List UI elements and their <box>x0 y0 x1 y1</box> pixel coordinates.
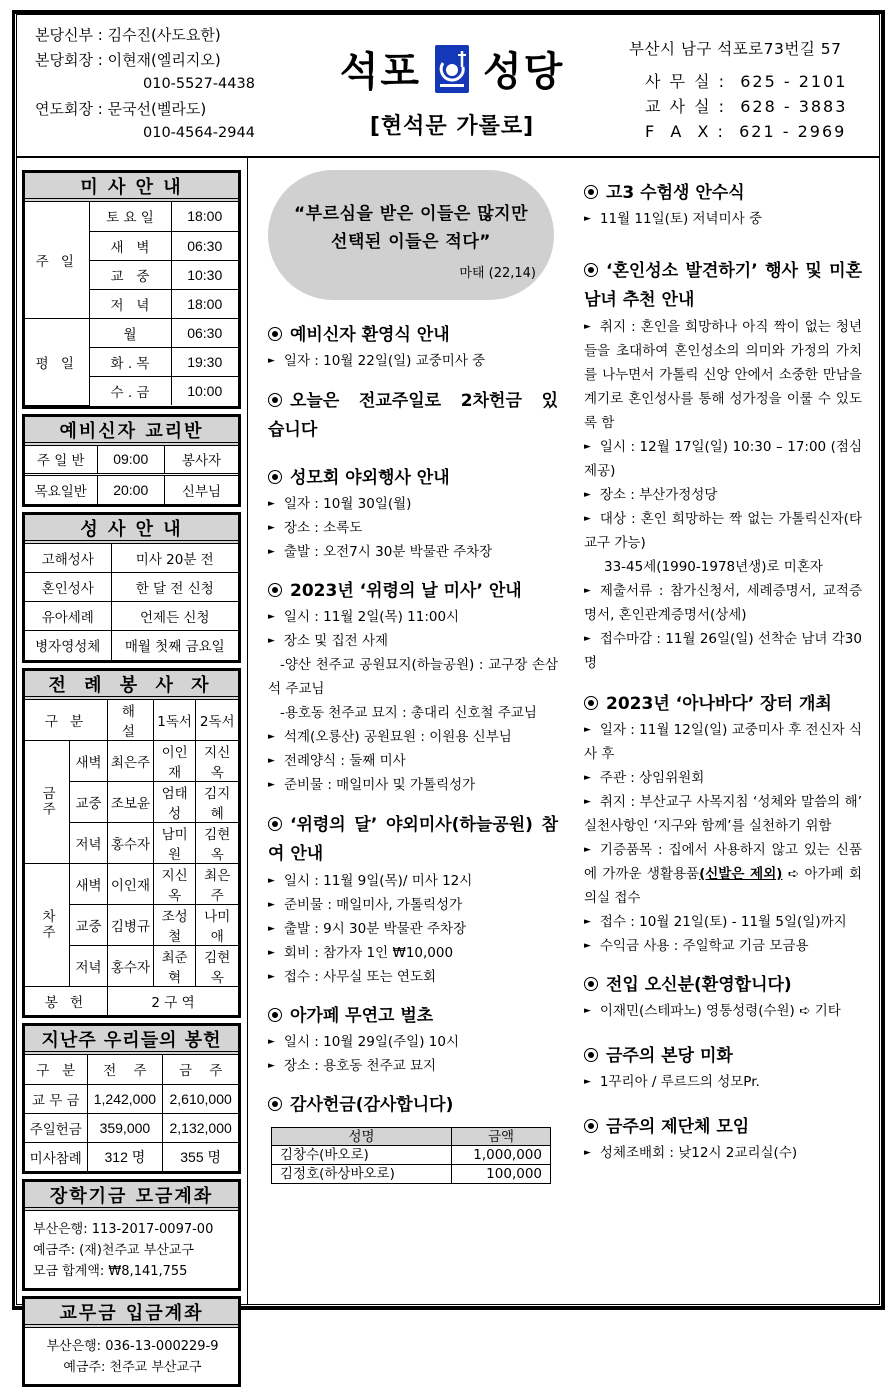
sacrament-info: 언제든 신청 <box>111 602 238 631</box>
server-mass: 교중 <box>70 781 108 822</box>
office-label: 사 무 실 : <box>645 72 727 91</box>
bullet-icon <box>268 393 282 407</box>
bullet-icon <box>584 1048 598 1062</box>
yeondo-phone: 010-4564-2944 <box>143 125 255 141</box>
notice-title <box>268 465 558 492</box>
weekday-label: 평 일 <box>25 318 89 405</box>
col-header: 금액 <box>452 1128 551 1146</box>
notice-title-text: 예비신자 환영식 안내 <box>290 325 450 345</box>
thanks-offering-table <box>271 1127 551 1184</box>
notice-item-donation <box>584 838 862 910</box>
fax-number <box>629 119 847 144</box>
col-header: 전 주 <box>87 1055 163 1084</box>
bullet-icon <box>584 977 598 991</box>
this-week-label: 금주 <box>25 740 70 863</box>
president-name: 이현재(엘리지오) <box>107 50 221 69</box>
offerings-table <box>25 1055 238 1171</box>
scholarship-total: 모금 합계액: ₩8,141,755 <box>33 1264 188 1279</box>
server-reader1: 조성철 <box>153 904 196 945</box>
notice-title <box>268 578 558 605</box>
notice-body <box>584 315 862 675</box>
col-header: 구 분 <box>25 1055 87 1084</box>
class-teacher: 봉사자 <box>164 446 238 475</box>
mass-schedule-title: 미 사 안 내 <box>25 173 238 202</box>
gospel-quote <box>268 170 554 300</box>
class-name: 주 일 반 <box>25 446 97 475</box>
server-reader2: 김현옥 <box>196 945 238 986</box>
notice-title <box>584 1114 862 1141</box>
notice-body <box>268 1030 558 1078</box>
notice-body <box>584 207 862 231</box>
mass-schedule-table <box>25 202 238 406</box>
notice-title <box>268 322 558 349</box>
mass-time: 18:00 <box>171 289 238 318</box>
notice-item: ► 일자 : 11월 12일(일) 교중미사 후 전신자 식사 후 <box>584 718 862 766</box>
notice-item: ► 주관 : 상임위원회 <box>584 766 862 790</box>
notice-body <box>268 492 558 564</box>
notice-item: ► 접수 : 10월 21일(토) - 11월 5일(일)까지 <box>584 910 862 934</box>
mass-time: 06:30 <box>171 318 238 347</box>
mass-time: 10:30 <box>171 260 238 289</box>
notice-title-text: 감사헌금(감사합니다) <box>290 1095 454 1115</box>
notice-title-text: ‘위령의 달’ 야외미사(하늘공원) 참여 안내 <box>268 815 558 864</box>
notice-body <box>584 1141 862 1165</box>
offering-prev: 1,242,000 <box>87 1084 163 1113</box>
scholarship-title: 장학기금 모금계좌 <box>25 1182 238 1211</box>
teacher-room-label: 교 사 실 : <box>645 97 727 116</box>
offering-prev: 359,000 <box>87 1113 163 1142</box>
notice-title-text: 2023년 ‘아나바다’ 장터 개최 <box>606 694 832 714</box>
notice-body <box>268 869 558 989</box>
server-commentator: 최은주 <box>108 740 154 781</box>
liturgy-servers-table <box>25 700 238 1016</box>
mass-name: 토 요 일 <box>89 202 171 231</box>
catechumen-title: 예비신자 교리반 <box>25 417 238 446</box>
notice-item: ► 장소 : 용호동 천주교 묘지 <box>268 1054 558 1078</box>
server-commentator: 김병규 <box>108 904 154 945</box>
notice-item: ► 이재민(스테파노) 영통성령(수원) ➪ 기타 <box>584 999 862 1023</box>
sacraments-title: 성 사 안 내 <box>25 515 238 544</box>
notice-subitem: -용호동 천주교 묘지 : 총대리 신호철 주교님 <box>280 705 537 721</box>
server-reader1: 이인재 <box>153 740 196 781</box>
bulletin-header <box>17 15 879 158</box>
bullet-icon <box>584 1119 598 1133</box>
fax-label: F A X : <box>645 122 725 141</box>
notice-title <box>584 180 862 207</box>
bullet-icon <box>268 583 282 597</box>
class-time: 20:00 <box>97 475 164 504</box>
notice-title <box>584 972 862 999</box>
mass-name: 수 . 금 <box>89 376 171 405</box>
notice-agape-grave-cleaning <box>268 1003 558 1078</box>
scholarship-box <box>22 1179 241 1291</box>
col-header: 금 주 <box>163 1055 238 1084</box>
notice-item: ► 장소 : 소록도 <box>268 516 558 540</box>
catechumen-box <box>22 414 241 507</box>
notice-title <box>268 1003 558 1030</box>
church-address: 부산시 남구 석포로73번길 57 <box>629 40 842 58</box>
teacher-room-number: 628 - 3883 <box>740 97 848 116</box>
notice-title-text: 금주의 제단체 모임 <box>606 1117 750 1137</box>
offering-prev: 312 명 <box>87 1142 163 1171</box>
col-header: 2독서 <box>196 700 238 741</box>
bullet-icon <box>268 1097 282 1111</box>
mass-time: 10:00 <box>171 376 238 405</box>
yeondo-label: 연도회장 : <box>35 99 103 118</box>
server-reader2: 지신옥 <box>196 740 238 781</box>
col-header: 성명 <box>272 1128 452 1146</box>
notice-item: ► 장소 및 집전 사제 <box>268 629 558 653</box>
fax-value: 621 - 2969 <box>739 122 847 141</box>
server-mass: 저녁 <box>70 945 108 986</box>
office-phone <box>629 69 847 94</box>
mass-name: 월 <box>89 318 171 347</box>
server-reader1: 최준혁 <box>153 945 196 986</box>
notice-item: ► 일시 : 11월 9일(목)/ 미사 12시 <box>268 869 558 893</box>
notice-title-text: 오늘은 전교주일로 2차헌금 있습니다 <box>268 391 558 440</box>
pastor-label: 본당신부 : <box>35 26 103 44</box>
notice-item: ► 대상 : 혼인 희망하는 짝 없는 가톨릭신자(타교구 가능) <box>584 507 862 555</box>
bullet-icon <box>584 185 598 199</box>
notice-item: ► 준비물 : 매일미사 및 가톨릭성가 <box>268 773 558 797</box>
notice-item: ► 접수 : 사무실 또는 연도회 <box>268 965 558 989</box>
title-left: 석포 <box>339 49 421 95</box>
bullet-icon <box>268 1008 282 1022</box>
dues-account-body <box>25 1328 238 1384</box>
col-header: 해 설 <box>108 700 154 741</box>
col-header: 구 분 <box>25 700 108 741</box>
notice-marriage-vocation <box>584 257 862 675</box>
patron-saint: [현석문 가롤로] <box>369 114 535 139</box>
liturgy-servers-title: 전 례 봉 사 자 <box>25 671 238 700</box>
notice-title-text: 아가페 무연고 벌초 <box>290 1006 434 1026</box>
donation-text: 기증품목 : 집에서 사용하지 않고 있는 신품에 가까운 생활용품 <box>584 842 862 882</box>
server-commentator: 이인재 <box>108 863 154 904</box>
notice-title-text: ‘혼인성소 발견하기’ 행사 및 미혼 남녀 추천 안내 <box>584 261 862 310</box>
donor-name: 김창수(바오로) <box>272 1146 452 1165</box>
notice-body <box>584 718 862 958</box>
notice-item: ► 준비물 : 매일미사, 가톨릭성가 <box>268 893 558 917</box>
server-commentator: 조보윤 <box>108 781 154 822</box>
notice-body <box>268 605 558 797</box>
mass-schedule-box <box>22 170 241 409</box>
sacrament-name: 병자영성체 <box>25 631 111 660</box>
sacraments-table <box>25 544 238 660</box>
donation-exception: (신발은 제외) <box>699 866 783 882</box>
notice-item: ► 11월 11일(토) 저녁미사 중 <box>584 207 862 231</box>
donor-amount: 100,000 <box>452 1165 551 1184</box>
notice-title-text: 2023년 ‘위령의 날 미사’ 안내 <box>290 581 522 601</box>
sacrament-name: 고해성사 <box>25 544 111 573</box>
sunday-label: 주 일 <box>25 202 89 318</box>
server-commentator: 홍수자 <box>108 945 154 986</box>
notice-title-text: 고3 수험생 안수식 <box>606 183 745 203</box>
sacrament-info: 미사 20분 전 <box>111 544 238 573</box>
notice-title <box>268 1092 558 1119</box>
notice-item: ► 접수마감 : 11월 26일(일) 선착순 남녀 각30명 <box>584 627 862 675</box>
notice-item: ► 1꾸리아 / 루르드의 성모Pr. <box>584 1070 862 1094</box>
notice-item: ► 일시 : 12월 17일(일) 10:30 – 17:00 (점심 제공) <box>584 435 862 483</box>
church-title <box>317 40 587 97</box>
notice-item: ► 출발 : 9시 30분 박물관 주차장 <box>268 917 558 941</box>
server-reader1: 지신옥 <box>153 863 196 904</box>
offering-curr: 2,132,000 <box>163 1113 238 1142</box>
server-reader2: 김현옥 <box>196 822 238 863</box>
notice-outdoor-mass <box>268 811 558 989</box>
col-header: 1독서 <box>153 700 196 741</box>
offering-curr: 355 명 <box>163 1142 238 1171</box>
president-row <box>35 48 255 73</box>
bullet-icon <box>268 470 282 484</box>
notice-title <box>268 387 558 445</box>
donor-name: 김정호(하상바오로) <box>272 1165 452 1184</box>
server-commentator: 홍수자 <box>108 822 154 863</box>
right-column <box>584 180 862 1165</box>
dues-account-holder: 예금주: 천주교 부산교구 <box>63 1360 202 1375</box>
sacrament-info: 매월 첫째 금요일 <box>111 631 238 660</box>
notice-church-cleaning <box>584 1043 862 1094</box>
notice-item: ► 회비 : 참가자 1인 ₩10,000 <box>268 941 558 965</box>
church-title-block <box>317 40 587 140</box>
class-teacher: 신부님 <box>164 475 238 504</box>
offering-label: 미사참례 <box>25 1142 87 1171</box>
offering-label: 교 무 금 <box>25 1084 87 1113</box>
offertory-value: 2 구 역 <box>108 986 239 1015</box>
bullet-icon <box>268 817 282 831</box>
dues-account-box <box>22 1296 241 1387</box>
notice-title <box>584 691 862 718</box>
notice-new-members <box>584 972 862 1023</box>
notice-all-souls-mass <box>268 578 558 797</box>
quote-source: 마태 (22,14) <box>459 266 536 281</box>
left-column <box>22 170 241 1392</box>
yeondo-row <box>35 97 255 122</box>
notice-title <box>584 1043 862 1070</box>
middle-column <box>268 170 558 1184</box>
server-mass: 교중 <box>70 904 108 945</box>
offertory-label: 봉 헌 <box>25 986 108 1015</box>
notice-subitem: -양산 천주교 공원묘지(하늘공원) : 교구장 손삼석 주교님 <box>268 657 558 697</box>
mass-time: 06:30 <box>171 231 238 260</box>
offerings-title: 지난주 우리들의 봉헌 <box>25 1026 238 1055</box>
contact-info <box>629 37 847 144</box>
yeondo-name: 문국선(벨라도) <box>107 99 207 118</box>
notice-subitem: 33-45세(1990-1978년생)로 미혼자 <box>604 559 823 575</box>
notice-title-text: 전입 오신분(환영합니다) <box>606 975 792 995</box>
server-mass: 새벽 <box>70 863 108 904</box>
notice-item: ► 장소 : 부산가정성당 <box>584 483 862 507</box>
sacrament-name: 혼인성사 <box>25 573 111 602</box>
bullet-icon <box>268 327 282 341</box>
president-phone: 010-5527-4438 <box>143 76 255 92</box>
notice-item: ► 석계(오룡산) 공원묘원 : 이원용 신부님 <box>268 725 558 749</box>
offering-label: 주일헌금 <box>25 1113 87 1142</box>
class-name: 목요일반 <box>25 475 97 504</box>
notice-item: ► 취지 : 부산교구 사목지침 ‘성체와 말씀의 해’ 실천사항인 ‘지구와 함께’를 실천하기 위함 <box>584 790 862 838</box>
server-reader1: 엄태성 <box>153 781 196 822</box>
server-reader2: 김지혜 <box>196 781 238 822</box>
server-mass: 저녁 <box>70 822 108 863</box>
staff-info <box>35 23 255 146</box>
donor-amount: 1,000,000 <box>452 1146 551 1165</box>
notice-mothers-outing <box>268 465 558 564</box>
scholarship-body <box>25 1211 238 1288</box>
bullet-icon <box>584 263 598 277</box>
teacher-room-phone <box>629 94 847 119</box>
catechumen-table <box>25 446 238 504</box>
bullet-icon <box>584 696 598 710</box>
president-label: 본당회장 : <box>35 50 103 69</box>
sacrament-name: 유아세례 <box>25 602 111 631</box>
quote-line-1: “부르심을 받은 이들은 많지만 <box>294 204 528 224</box>
scholarship-holder: 예금주: (재)천주교 부산교구 <box>33 1243 194 1258</box>
church-logo-icon <box>435 45 469 93</box>
offering-curr: 2,610,000 <box>163 1084 238 1113</box>
office-number: 625 - 2101 <box>740 72 848 91</box>
notice-body <box>268 349 558 373</box>
notice-item: ► 일자 : 10월 22일(일) 교중미사 중 <box>268 349 558 373</box>
notice-body <box>584 1070 862 1094</box>
next-week-label: 차주 <box>25 863 70 986</box>
donation-location: ➪ 아가페 회의실 접수 <box>584 866 862 906</box>
notice-item: ► 일시 : 10월 29일(주일) 10시 <box>268 1030 558 1054</box>
quote-line-2: 선택된 이들은 적다” <box>331 232 491 252</box>
server-mass: 새벽 <box>70 740 108 781</box>
notice-exam-blessing <box>584 180 862 231</box>
table-row <box>272 1146 551 1165</box>
notice-item: ► 수익금 사용 : 주일학교 기금 모금용 <box>584 934 862 958</box>
notice-item: ► 제출서류 : 참가신청서, 세례증명서, 교적증명서, 혼인관계증명서(상세) <box>584 579 862 627</box>
mass-time: 18:00 <box>171 202 238 231</box>
notice-item: ► 전례양식 : 둘째 미사 <box>268 749 558 773</box>
notice-title <box>268 811 558 869</box>
offerings-box <box>22 1023 241 1174</box>
server-reader2: 나미애 <box>196 904 238 945</box>
server-reader2: 최은주 <box>196 863 238 904</box>
notice-title-text: 금주의 본당 미화 <box>606 1046 733 1066</box>
mass-name: 화 . 목 <box>89 347 171 376</box>
column-divider <box>247 158 248 1304</box>
mass-name: 저 녁 <box>89 289 171 318</box>
table-row <box>272 1165 551 1184</box>
pastor-name: 김수진(사도요한) <box>107 26 221 44</box>
title-right: 성당 <box>483 49 565 95</box>
notice-title <box>584 257 862 315</box>
sacrament-info: 한 달 전 신청 <box>111 573 238 602</box>
notice-item: ► 일시 : 11월 2일(목) 11:00시 <box>268 605 558 629</box>
scholarship-account: 부산은행: 113-2017-0097-00 <box>33 1222 214 1237</box>
notice-item: ► 취지 : 혼인을 희망하나 아직 짝이 없는 청년들을 초대하여 혼인성소의 의미와 가정의 가치를 나누면서 가톨릭 신앙 안에서 소중한 만남을 계기로 혼인성사를 통해 성가정을 이룰 수 있도록 함 <box>584 315 862 435</box>
sacraments-box <box>22 512 241 663</box>
notice-item: ► 출발 : 오전7시 30분 박물관 주차장 <box>268 540 558 564</box>
class-time: 09:00 <box>97 446 164 475</box>
liturgy-servers-box <box>22 668 241 1019</box>
notice-catechumen-welcome <box>268 322 558 373</box>
notice-title-text: 성모회 야외행사 안내 <box>290 468 450 488</box>
dues-account-title: 교무금 입금계좌 <box>25 1299 238 1328</box>
notice-second-collection <box>268 387 558 445</box>
mass-time: 19:30 <box>171 347 238 376</box>
notice-group-meetings <box>584 1114 862 1165</box>
pastor-row <box>35 23 255 48</box>
mass-name: 새 벽 <box>89 231 171 260</box>
notice-thanks-offering <box>268 1092 558 1184</box>
notice-anabada-market <box>584 691 862 958</box>
dues-account-number: 부산은행: 036-13-000229-9 <box>46 1339 219 1354</box>
notice-item: ► 일자 : 10월 30일(월) <box>268 492 558 516</box>
notice-item: ► 성체조배회 : 낮12시 2교리실(수) <box>584 1141 862 1165</box>
notice-body <box>584 999 862 1023</box>
mass-name: 교 중 <box>89 260 171 289</box>
server-reader1: 남미원 <box>153 822 196 863</box>
